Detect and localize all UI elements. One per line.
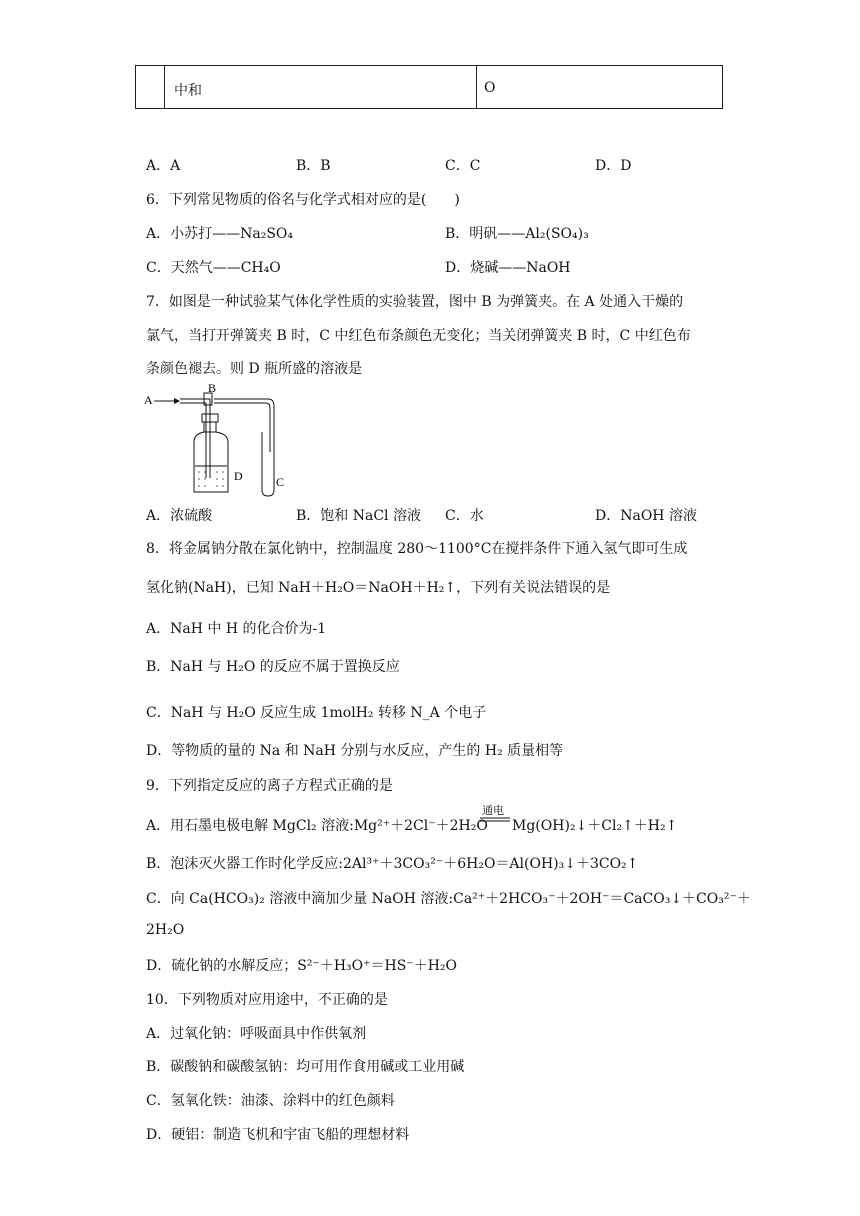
answer-table-row [135,65,723,109]
q8-option-a: A．NaH 中 H 的化合价为-1 [146,621,327,637]
bottle-d [194,414,228,492]
test-tube-c [262,432,274,496]
q5-option-c: C．C [445,158,481,174]
q8-stem-line2: 氢化钠(NaH)，已知 NaH＋H₂O＝NaOH＋H₂↑，下列有关说法错误的是 [146,580,611,596]
q7-option-a: A．浓硫酸 [146,508,213,524]
q8-option-b: B．NaH 与 H₂O 的反应不属于置换反应 [146,659,400,675]
q6-option-b: B．明矾——Al₂(SO₄)₃ [445,226,589,242]
q8-stem-line1: 8．将金属钠分散在氯化钠中，控制温度 280～1100°C在搅拌条件下通入氢气即可生成 [146,541,688,557]
q5-option-a: A．A [146,158,181,174]
table-cell-1 [164,66,477,108]
q9-option-a-condition: 通电 [482,804,504,817]
bottle-liquid [198,471,224,487]
q9-option-a-post: Mg(OH)₂↓＋Cl₂↑＋H₂↑ [512,818,678,834]
q7-option-d: D．NaOH 溶液 [595,508,697,524]
q8-option-d: D．等物质的量的 Na 和 NaH 分别与水反应，产生的 H₂ 质量相等 [146,743,564,759]
q10-option-c: C．氢氧化铁：油漆、涂料中的红色颜料 [146,1093,395,1109]
label-b: B [208,382,217,395]
q9-stem: 9．下列指定反应的离子方程式正确的是 [146,778,393,794]
q10-stem: 10．下列物质对应用途中，不正确的是 [146,992,388,1008]
q6-stem: 6．下列常见物质的俗名与化学式相对应的是( ) [146,192,460,208]
label-c: C [276,475,285,489]
q9-option-c-line1: C．向 Ca(HCO₃)₂ 溶液中滴加少量 NaOH 溶液:Ca²⁺＋2HCO₃⁻＋2OH⁻＝CaCO₃↓＋CO₃²⁻＋ [146,891,751,907]
arrow-head-icon [174,398,180,404]
q9-option-d: D．硫化钠的水解反应；S²⁻＋H₃O⁺＝HS⁻＋H₂O [146,958,457,974]
equilibrium-bar-icon [480,817,510,823]
q5-option-b: B．B [296,158,331,174]
q10-option-b: B．碳酸钠和碳酸氢钠：均可用作食用碱或工业用碱 [146,1059,465,1075]
q5-option-d: D．D [595,158,632,174]
q6-option-a: A．小苏打——Na₂SO₄ [146,226,293,242]
table-cell-blank [136,66,165,108]
q7-stem-line1: 7．如图是一种试验某气体化学性质的实验装置，图中 B 为弹簧夹。在 A 处通入干燥的 [146,294,684,310]
q6-option-d: D．烧碱——NaOH [445,260,571,276]
q8-option-c: C．NaH 与 H₂O 反应生成 1molH₂ 转移 N_A 个电子 [146,705,487,721]
q7-option-b: B．饱和 NaCl 溶液 [296,508,421,524]
q9-option-a-pre: A．用石墨电极电解 MgCl₂ 溶液:Mg²⁺＋2Cl⁻＋2H₂O [146,818,488,834]
q7-stem-line2: 氯气，当打开弹簧夹 B 时，C 中红色布条颜色无变化；当关闭弹簧夹 B 时，C 中红色布 [146,328,691,344]
outlet-tube [214,399,274,452]
label-a: A [144,393,153,407]
q7-stem-line3: 条颜色褪去。则 D 瓶所盛的溶液是 [146,361,363,377]
q9-option-b: B．泡沫灭火器工作时化学反应:2Al³⁺＋3CO₃²⁻＋6H₂O＝Al(OH)₃↓＋3CO₂↑ [146,856,639,872]
table-cell-2-text: O [484,80,496,96]
label-d: D [234,469,243,483]
q9-option-c-line2: 2H₂O [146,922,185,938]
q10-option-a: A．过氧化钠：呼吸面具中作供氧剂 [146,1026,367,1042]
table-cell-1-text: 中和 [174,83,202,99]
gas-apparatus-diagram [142,382,302,500]
q7-option-c: C．水 [445,508,484,524]
q6-option-c: C．天然气——CH₄O [146,260,281,276]
q10-option-d: D．硬铝：制造飞机和宇宙飞船的理想材料 [146,1127,410,1143]
